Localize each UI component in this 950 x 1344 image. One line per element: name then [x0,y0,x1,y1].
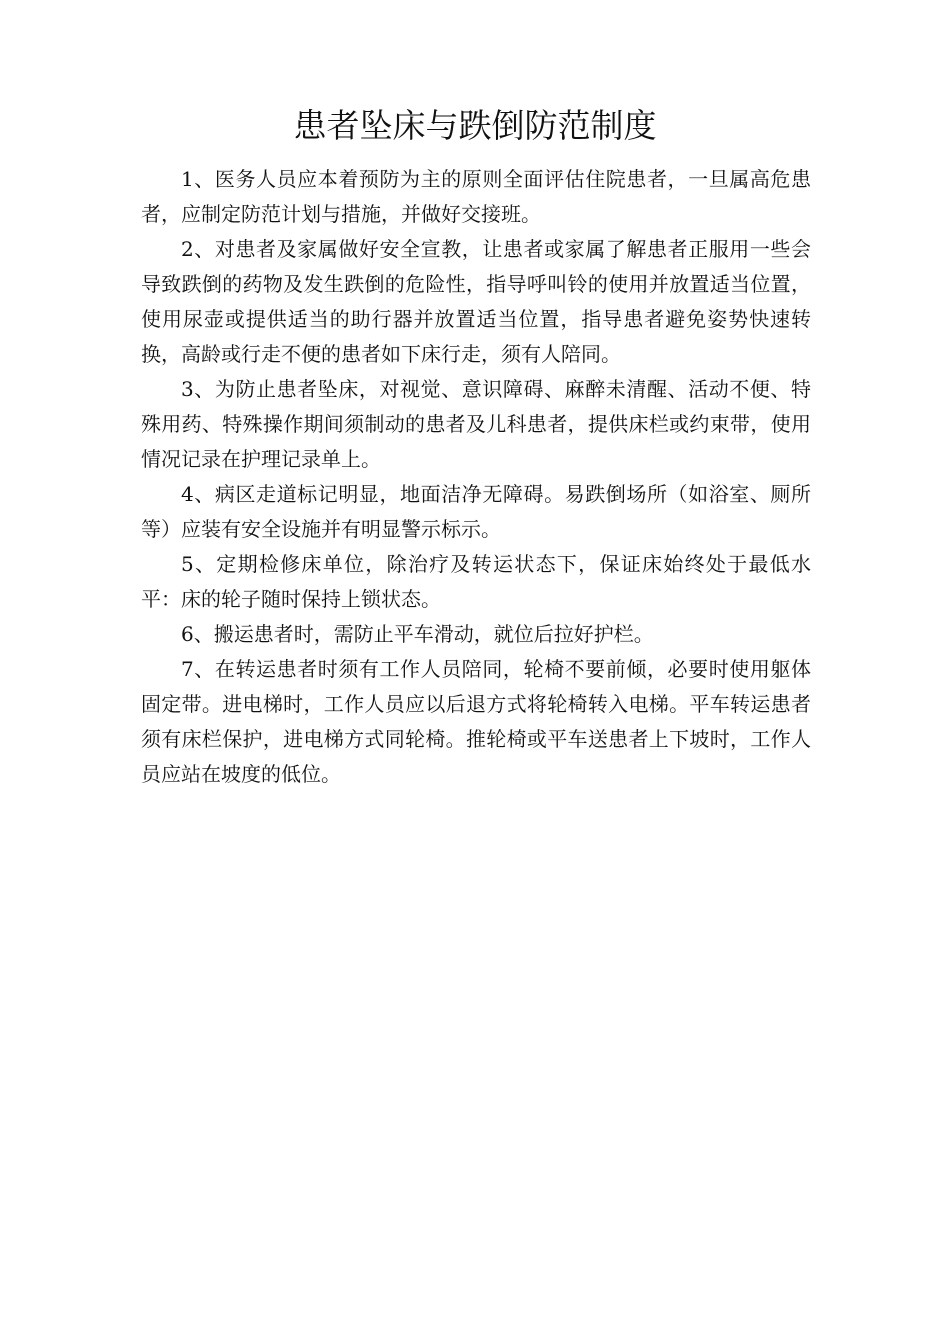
paragraph-4: 4、病区走道标记明显，地面洁净无障碍。易跌倒场所（如浴室、厕所等）应装有安全设施并有明显警示标示。 [141,482,811,541]
paragraph-7: 7、在转运患者时须有工作人员陪同，轮椅不要前倾，必要时使用躯体固定带。进电梯时，工作人员应以后退方式将轮椅转入电梯。平车转运患者须有床栏保护，进电梯方式同轮椅。推轮椅或平车送患者上下坡时，工作人员应站在坡度的低位。 [141,657,811,786]
paragraph-1: 1、医务人员应本着预防为主的原则全面评估住院患者，一旦属高危患者，应制定防范计划与措施，并做好交接班。 [141,167,811,226]
paragraph-2: 2、对患者及家属做好安全宣教，让患者或家属了解患者正服用一些会导致跌倒的药物及发生跌倒的危险性，指导呼叫铃的使用并放置适当位置，使用尿壶或提供适当的助行器并放置适当位置，指导患者避免姿势快速转换，高龄或行走不便的患者如下床行走，须有人陪同。 [141,237,811,366]
paragraph-3: 3、为防止患者坠床，对视觉、意识障碍、麻醉未清醒、活动不便、特殊用药、特殊操作期间须制动的患者及儿科患者，提供床栏或约束带，使用情况记录在护理记录单上。 [141,377,811,471]
paragraph-5: 5、定期检修床单位，除治疗及转运状态下，保证床始终处于最低水平：床的轮子随时保持上锁状态。 [141,552,811,611]
paragraph-6: 6、搬运患者时，需防止平车滑动，就位后拉好护栏。 [181,622,654,646]
document-body [141,162,811,792]
document-title: 患者坠床与跌倒防范制度 [293,106,657,145]
